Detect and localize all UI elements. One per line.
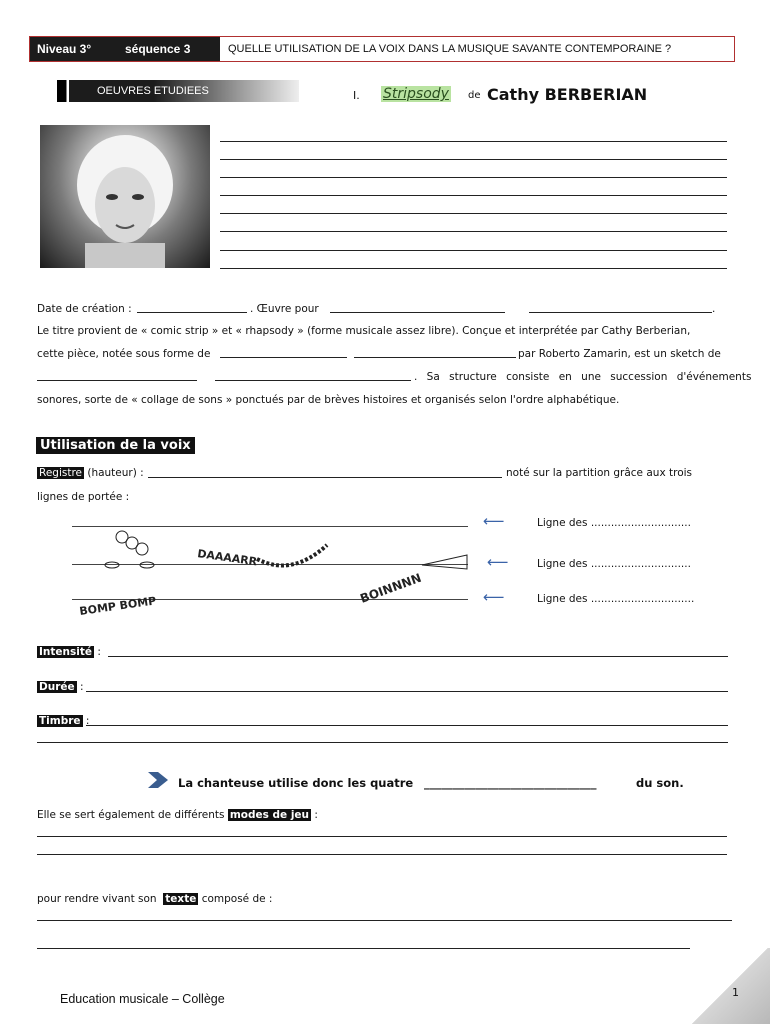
date-label: Date de création : — [37, 303, 132, 315]
oeuvres-label: OEUVRES ETUDIEES — [97, 85, 209, 97]
conclusion-end: du son. — [636, 776, 684, 790]
conclusion-blank: ______________________________ — [424, 776, 597, 790]
intro-line-2: Le titre provient de « comic strip » et « rhapsody » (forme musicale assez libre). Conçue et interprétée par Cathy Berberian, — [37, 325, 691, 337]
sequence-label: séquence 3 — [125, 42, 191, 56]
arrow-icon: ⟵ — [483, 512, 505, 530]
duree-label: Durée — [39, 681, 75, 693]
modes-label: modes de jeu — [229, 809, 310, 821]
sketch-word-3: BOMP BOMP — [78, 594, 157, 618]
registre-suffix: (hauteur) : — [87, 467, 144, 479]
level-label: Niveau 3° — [37, 42, 92, 56]
oeuvre-pour-label: . Œuvre pour — [250, 303, 319, 315]
staff-label-2: Ligne des .............................. — [537, 558, 691, 570]
intro-line-3a: cette pièce, notée sous forme de — [37, 348, 211, 360]
timbre-suffix: : — [82, 715, 90, 727]
timbre-label: Timbre — [39, 715, 81, 727]
modes-prefix: Elle se sert également de différents — [37, 809, 225, 821]
texte-prefix: pour rendre vivant son — [37, 893, 157, 905]
work-de: de — [468, 90, 481, 101]
registre-line-2: lignes de portée : — [37, 491, 130, 503]
page-corner — [690, 948, 770, 1024]
sketch-word-1: DAAAARR — [196, 547, 258, 569]
texte-label: texte — [165, 893, 197, 905]
work-number: I. — [353, 89, 360, 102]
registre-end: noté sur la partition grâce aux trois — [506, 467, 693, 479]
sketch-word-2: BOINNNN — [358, 570, 424, 606]
conclusion-text: La chanteuse utilise donc les quatre — [178, 776, 414, 790]
header-question: QUELLE UTILISATION DE LA VOIX DANS LA MUSIQUE SAVANTE CONTEMPORAINE ? — [228, 43, 672, 55]
intro-line-3b: par Roberto Zamarin, est un sketch de — [518, 348, 721, 360]
modes-suffix: : — [311, 809, 318, 821]
work-title: Stripsody — [383, 86, 449, 102]
intro-line-4: . Sa structure consiste en une succession d'événements — [414, 371, 752, 383]
stripsody-sketch — [72, 525, 492, 620]
header-bar — [29, 36, 735, 62]
header-level-box — [30, 37, 220, 61]
oeuvres-banner — [57, 80, 299, 102]
staff-label-1: Ligne des .............................. — [537, 517, 691, 529]
composer-name: Cathy BERBERIAN — [487, 85, 648, 104]
texte-suffix: composé de : — [201, 893, 273, 905]
duree-suffix: : — [76, 681, 84, 693]
portrait-image — [40, 125, 210, 268]
intensite-suffix: : — [94, 646, 101, 658]
footer-left: Education musicale – Collège — [60, 992, 225, 1006]
arrow-icon: ⟵ — [487, 553, 509, 571]
composer-photo — [40, 125, 210, 268]
chevron-right-icon — [146, 771, 170, 789]
intro-line-5: sonores, sorte de « collage de sons » ponctués par de brèves histoires et organisés selon l'ordre alphabétique. — [37, 394, 620, 406]
arrow-icon: ⟵ — [483, 588, 505, 606]
staff-label-3: Ligne des ............................... — [537, 593, 695, 605]
page-number: 1 — [732, 986, 739, 999]
registre-label: Registre — [39, 467, 82, 479]
section-title: Utilisation de la voix — [36, 437, 195, 454]
intensite-label: Intensité — [39, 646, 92, 658]
